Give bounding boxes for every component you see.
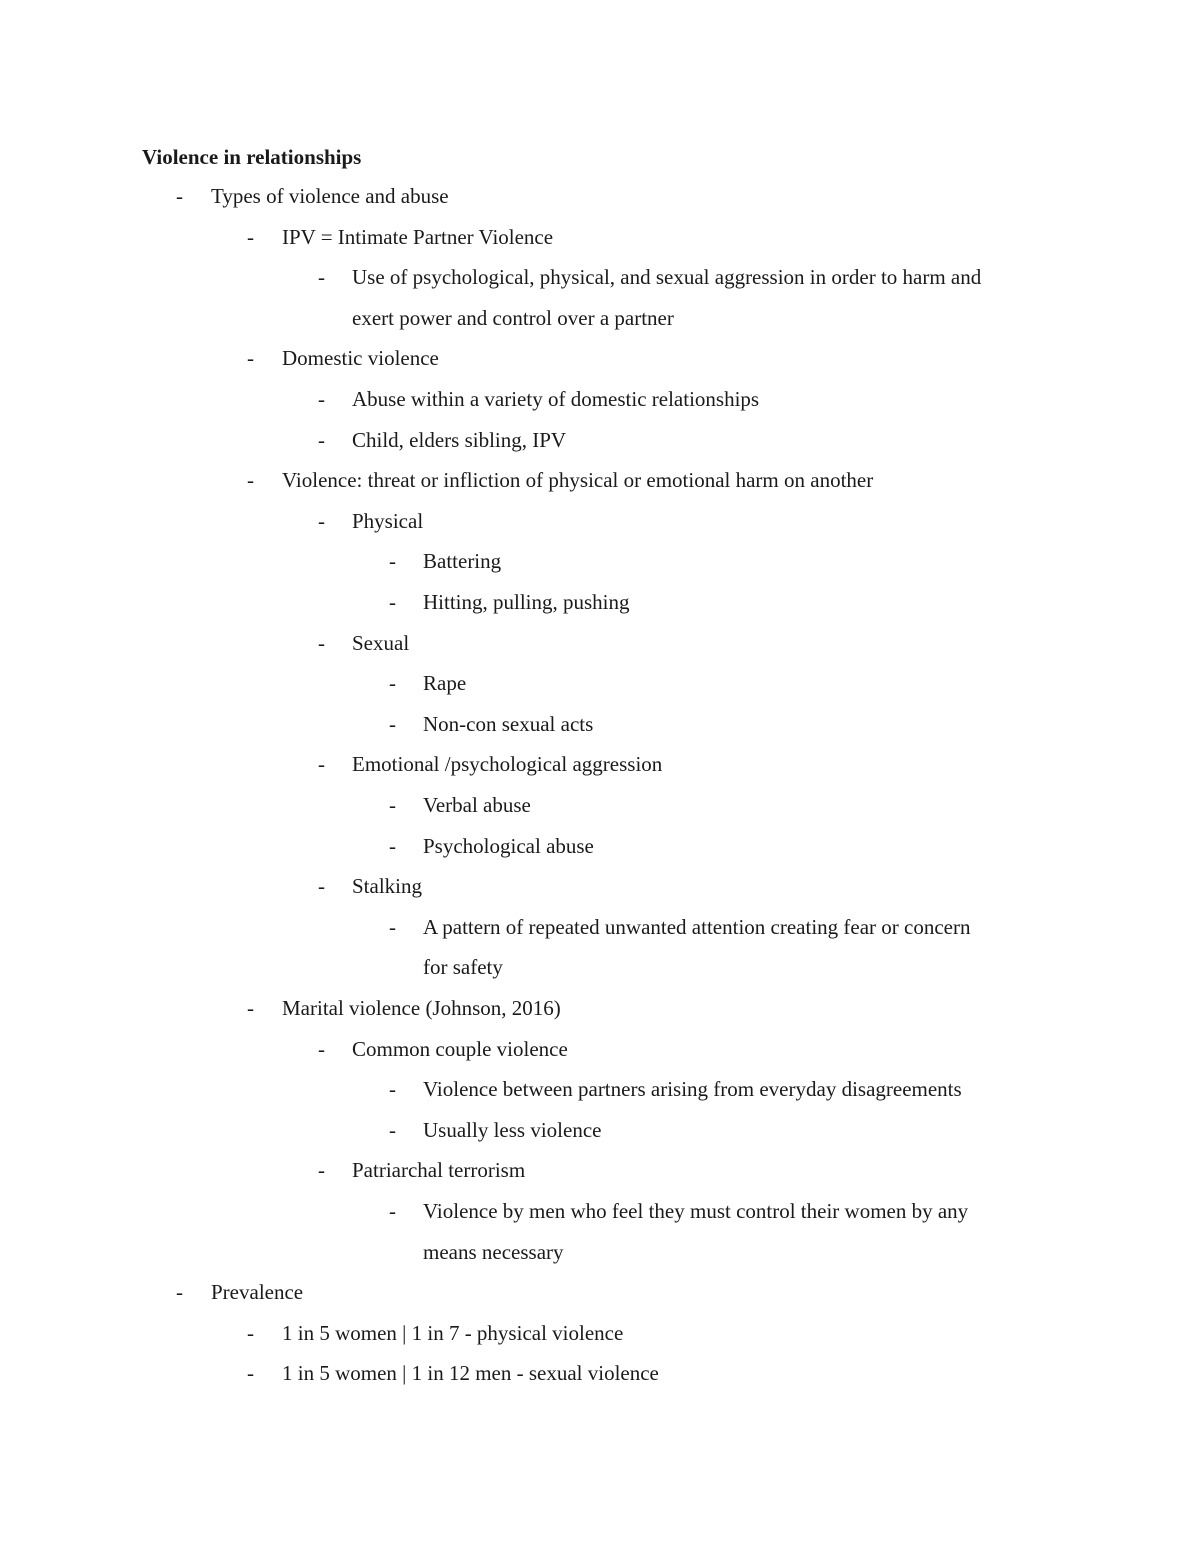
list-item-level-4: Battering <box>423 549 502 573</box>
list-bullet: - <box>247 1321 254 1345</box>
list-item-level-3: Emotional /psychological aggression <box>352 752 663 776</box>
list-item-level-3: Use of psychological, physical, and sexual aggression in order to harm and <box>352 265 982 289</box>
list-bullet: - <box>247 996 254 1020</box>
list-bullet: - <box>247 468 254 492</box>
list-item-level-2: Violence: threat or infliction of physical or emotional harm on another <box>282 468 874 492</box>
list-item-level-4: Psychological abuse <box>423 834 594 858</box>
list-bullet: - <box>247 1361 254 1385</box>
list-item-level-3: Patriarchal terrorism <box>352 1158 526 1182</box>
list-bullet: - <box>389 793 396 817</box>
list-bullet: - <box>318 509 325 533</box>
list-item-level-4: Hitting, pulling, pushing <box>423 590 630 614</box>
list-item-level-3: Physical <box>352 509 424 533</box>
list-item-level-4: Non-con sexual acts <box>423 712 594 736</box>
list-item-continuation: for safety <box>423 955 503 979</box>
list-item-level-4: Verbal abuse <box>423 793 531 817</box>
list-bullet: - <box>247 225 254 249</box>
list-bullet: - <box>247 346 254 370</box>
list-bullet: - <box>389 915 396 939</box>
list-bullet: - <box>318 752 325 776</box>
list-item-level-2: 1 in 5 women | 1 in 7 - physical violence <box>282 1321 624 1345</box>
list-item-level-4: Violence between partners arising from everyday disagreements <box>423 1077 962 1101</box>
list-item-level-3: Child, elders sibling, IPV <box>352 428 567 452</box>
list-item-level-2: Domestic violence <box>282 346 439 370</box>
list-item-level-2: 1 in 5 women | 1 in 12 men - sexual violence <box>282 1361 659 1385</box>
list-bullet: - <box>389 1199 396 1223</box>
list-item-level-4: Rape <box>423 671 467 695</box>
list-item-level-1: Prevalence <box>211 1280 304 1304</box>
list-bullet: - <box>318 631 325 655</box>
list-item-level-2: Marital violence (Johnson, 2016) <box>282 996 561 1020</box>
list-item-continuation: exert power and control over a partner <box>352 306 674 330</box>
list-item-continuation: means necessary <box>423 1240 564 1264</box>
list-item-level-2: IPV = Intimate Partner Violence <box>282 225 554 249</box>
list-bullet: - <box>389 671 396 695</box>
list-item-level-4: A pattern of repeated unwanted attention creating fear or concern <box>423 915 971 939</box>
list-bullet: - <box>389 590 396 614</box>
list-item-level-3: Sexual <box>352 631 410 655</box>
list-bullet: - <box>318 874 325 898</box>
list-bullet: - <box>389 549 396 573</box>
list-item-level-4: Violence by men who feel they must control their women by any <box>423 1199 969 1223</box>
list-bullet: - <box>176 184 183 208</box>
list-bullet: - <box>389 834 396 858</box>
list-bullet: - <box>389 1077 396 1101</box>
list-item-level-3: Common couple violence <box>352 1037 568 1061</box>
list-item-level-3: Abuse within a variety of domestic relationships <box>352 387 760 411</box>
list-bullet: - <box>318 1037 325 1061</box>
list-item-level-1: Types of violence and abuse <box>211 184 449 208</box>
list-bullet: - <box>318 428 325 452</box>
list-bullet: - <box>318 387 325 411</box>
list-bullet: - <box>176 1280 183 1304</box>
list-bullet: - <box>318 1158 325 1182</box>
list-item-level-3: Stalking <box>352 874 423 898</box>
list-bullet: - <box>389 1118 396 1142</box>
list-item-level-4: Usually less violence <box>423 1118 602 1142</box>
list-bullet: - <box>318 265 325 289</box>
document-title: Violence in relationships <box>142 145 362 169</box>
list-bullet: - <box>389 712 396 736</box>
